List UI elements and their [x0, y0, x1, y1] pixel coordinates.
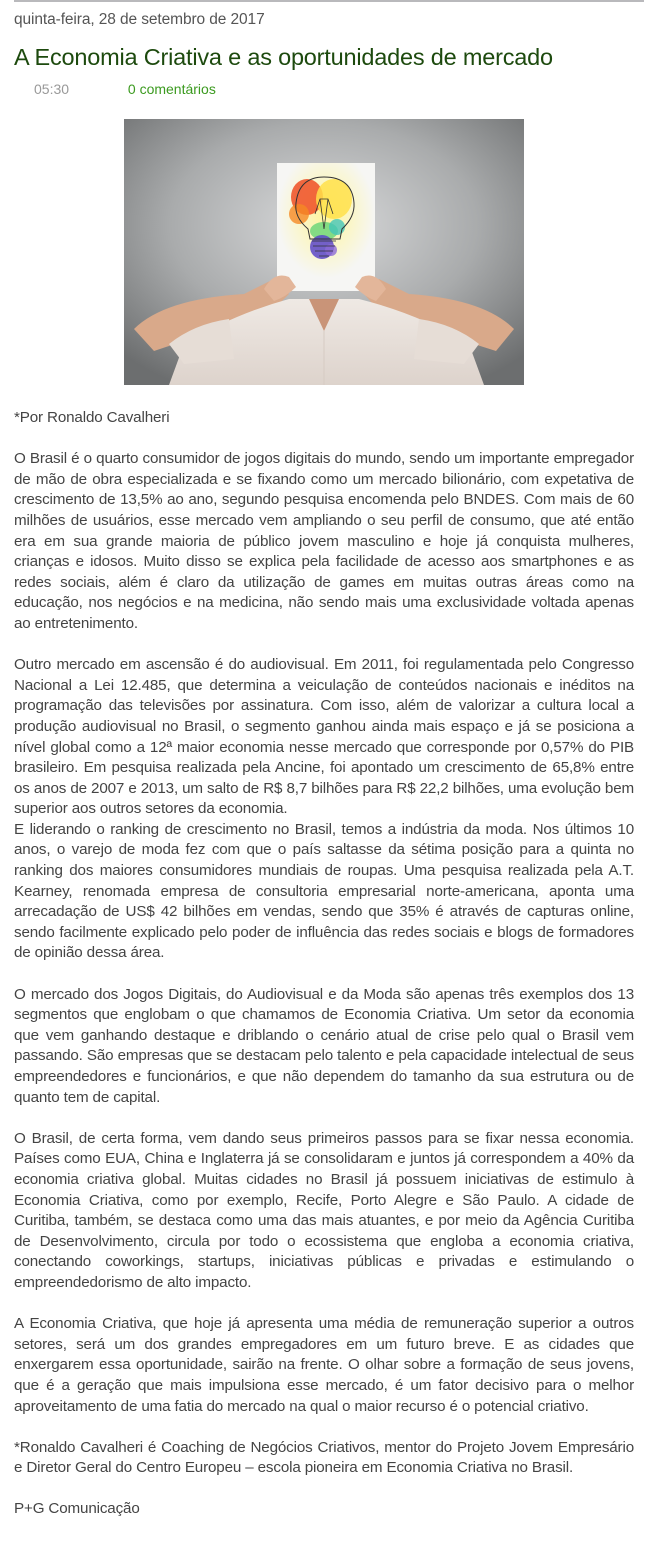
paragraph-future: A Economia Criativa, que hoje já apresenta uma média de remuneração superior a outros setores, será um dos grandes empregadores em um futuro breve. E as cidades que enxergarem essa oportunidade, sairão na frente. O olhar sobre a formação de seus jovens, que é a geração que mais impulsiona esse mercado, é um fator decisivo para o melhor aproveitamento de uma fatia do mercado na qual o maior recurso é o potencial criativo.: [14, 1315, 634, 1415]
top-divider: [14, 0, 644, 2]
paragraph-audiovisual: Outro mercado em ascensão é do audiovisual. Em 2011, foi regulamentada pelo Congresso Nacional a Lei 12.485, que determina a veiculação de conteúdos nacionais e inéditos na programação das televisões por assinatura. Com isso, além de valorizar a cultura local a produção audiovisual no Brasil, o segmento ganhou ainda mais espaço e já se posiciona a nível global como a 12ª maior economia nesse mercado que corresponde por 0,57% do PIB brasileiro. Em pesquisa realizada pela Ancine, foi apontado um crescimento de 65,8% entre os anos de 2007 e 2013, um salto de R$ 8,7 bilhões para R$ 22,2 bilhões, uma evolução bem superior aos outros setores da economia.: [14, 656, 634, 818]
post-body: [14, 408, 634, 1520]
post-image[interactable]: [124, 119, 524, 385]
signature: P+G Comunicação: [14, 1500, 140, 1518]
post-meta: [34, 81, 216, 97]
lightbulb-photo-icon: [124, 119, 524, 385]
author-byline: *Por Ronaldo Cavalheri: [14, 409, 170, 426]
comments-link[interactable]: 0 comentários: [127, 81, 216, 97]
post-title[interactable]: A Economia Criativa e as oportunidades de mercado: [14, 44, 553, 70]
post-timestamp[interactable]: 05:30: [34, 81, 70, 97]
paragraph-brazil: O Brasil, de certa forma, vem dando seus primeiros passos para se fixar nessa economia. Países como EUA, China e Inglaterra já se consolidaram e juntos já correspondem a 40% da economia criativa global. Muitas cidades no Brasil já possuem iniciativas de estimulo à Economia Criativa, como por exemplo, Recife, Porto Alegre e São Paulo. A cidade de Curitiba, também, se destaca como uma das mais atuantes, e por meio da Agência Curitiba de Desenvolvimento, circula por todo o ecossistema que engloba a economia criativa, conectando coworkings, startups, iniciativas públicas e privadas e estimulando o empreendedorismo de alto impacto.: [14, 1129, 634, 1291]
post-date-header: quinta-feira, 28 de setembro de 2017: [14, 11, 265, 28]
author-bio: *Ronaldo Cavalheri é Coaching de Negócios Criativos, mentor do Projeto Jovem Empresário e Diretor Geral do Centro Europeu – escola pioneira em Economia Criativa no Brasil.: [14, 1438, 634, 1477]
paragraph-segments: O mercado dos Jogos Digitais, do Audiovisual e da Moda são apenas três exemplos dos 13 segmentos que englobam o que chamamos de Economia Criativa. Um setor da economia que vem ganhando destaque e driblando o cenário atual de crise pelo qual o Brasil vem passando. São empresas que se destacam pelo talento e pela capacidade intelectual de seus empreendedores e funcionários, e que não dependem do tamanho da sua estrutura ou de quanto tem de capital.: [14, 985, 634, 1106]
paragraph-fashion: E liderando o ranking de crescimento no Brasil, temos a indústria da moda. Nos últimos 10 anos, o varejo de moda fez com que o país saltasse da sétima posição para a quinta no ranking dos maiores consumidores mundiais de roupas. Uma pesquisa realizada pela A.T. Kearney, renomada empresa de consultoria empresarial norte-americana, aponta uma arrecadação de US$ 42 bilhões em vendas, sendo que 35% é através de capturas online, sendo facilmente explicado pelo poder de influência das redes sociais e blogs de formadores de opinião dessa área.: [14, 820, 634, 962]
paragraph-games: O Brasil é o quarto consumidor de jogos digitais do mundo, sendo um importante empregador de mão de obra especializada e se fixando como um mercado bilionário, com expetativa de crescimento de 13,5% ao ano, segundo pesquisa encomenda pelo BNDES. Com mais de 60 milhões de usuários, esse mercado vem ampliando o seu perfil de consumo, que até então era em sua grande maioria de público jovem masculino e hoje já conquista mulheres, crianças e idosos. Muito disso se explica pela facilidade de acesso aos smartphones e as redes sociais, além é claro da utilização de games em muitas outras áreas como na educação, nos negócios e na medicina, não sendo mais uma exclusividade voltada apenas ao entretenimento.: [14, 450, 634, 632]
